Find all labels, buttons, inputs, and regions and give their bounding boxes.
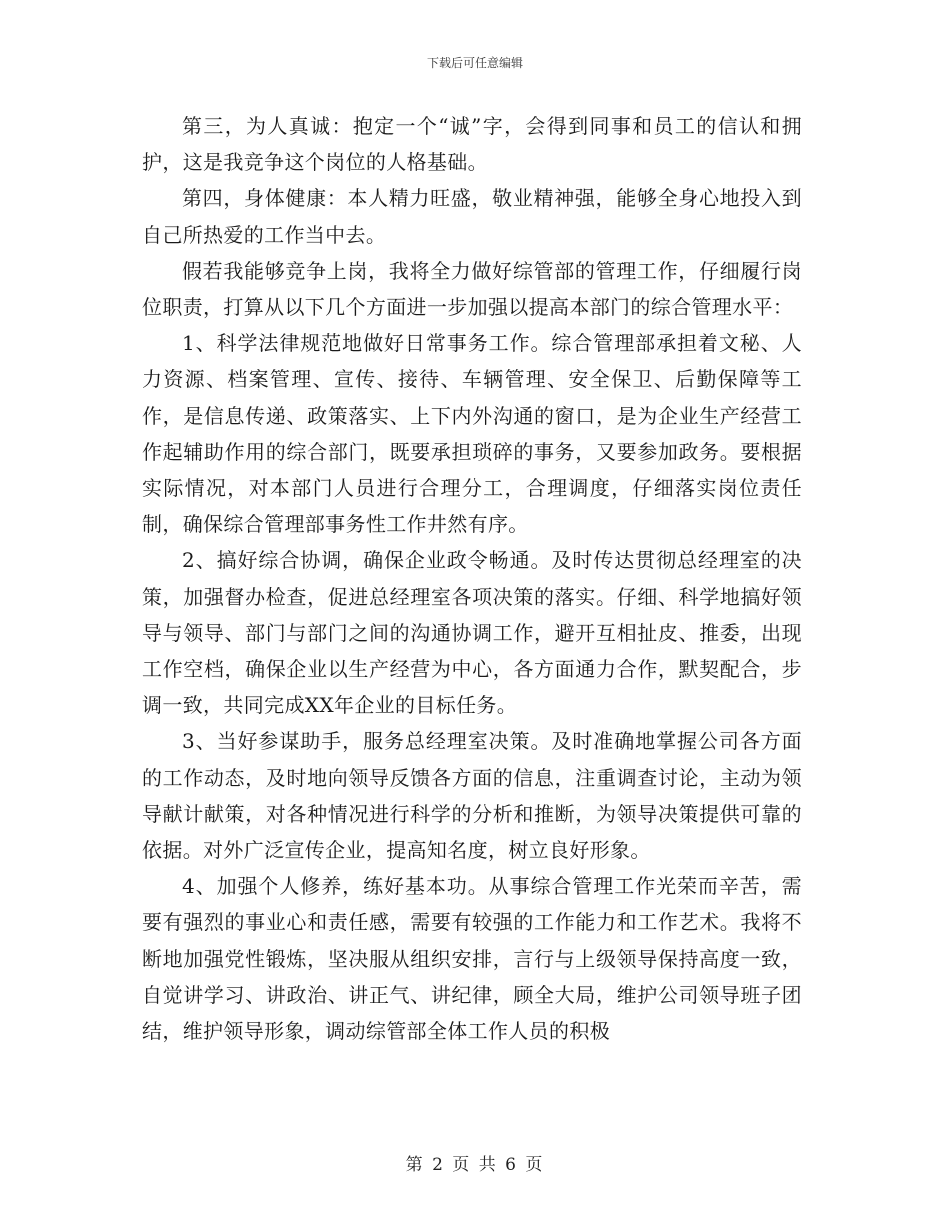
- paragraph-fourth-point: 第四，身体健康：本人精力旺盛，敬业精神强，能够全身心地投入到自己所热爱的工作当中去。: [142, 186, 802, 247]
- paragraph-item-3: 3、当好参谋助手，服务总经理室决策。及时准确地掌握公司各方面的工作动态，及时地向领导反馈各方面的信息，注重调查讨论，主动为领导献计献策，对各种情况进行科学的分析和推断，为领导决策提供可靠的依据。对外广泛宣传企业，提高知名度，树立良好形象。: [142, 729, 802, 863]
- body-text: [142, 108, 802, 1049]
- paragraph-item-2: 2、搞好综合协调，确保企业政令畅通。及时传达贯彻总经理室的决策，加强督办检查，促进总经理室各项决策的落实。仔细、科学地搞好领导与领导、部门与部门之间的沟通协调工作，避开互相扯皮、推委，出现工作空档，确保企业以生产经营为中心，各方面通力合作，默契配合，步调一致，共同完成XX年企业的目标任务。: [142, 548, 802, 718]
- page-number-footer: 第 2 页 共 6 页: [405, 1155, 545, 1175]
- paragraph-item-1: 1、科学法律规范地做好日常事务工作。综合管理部承担着文秘、人力资源、档案管理、宣传、接待、车辆管理、安全保卫、后勤保障等工作，是信息传递、政策落实、上下内外沟通的窗口，是为企业生产经营工作起辅助作用的综合部门，既要承担琐碎的事务，又要参加政务。要根据实际情况，对本部门人员进行合理分工，合理调度，仔细落实岗位责任制，确保综合管理部事务性工作井然有序。: [142, 331, 802, 537]
- header-note: 下载后可任意编辑: [426, 56, 523, 70]
- paragraph-item-4: 4、加强个人修养，练好基本功。从事综合管理工作光荣而辛苦，需要有强烈的事业心和责任感，需要有较强的工作能力和工作艺术。我将不断地加强党性锻炼，坚决服从组织安排，言行与上级领导保持高度一致，自觉讲学习、讲政治、讲正气、讲纪律，顾全大局，维护公司领导班子团结，维护领导形象，调动综管部全体工作人员的积极: [142, 874, 802, 1044]
- paragraph-plan-intro: 假若我能够竞争上岗，我将全力做好综管部的管理工作，仔细履行岗位职责，打算从以下几个方面进一步加强以提高本部门的综合管理水平：: [142, 258, 802, 320]
- paragraph-third-point: 第三，为人真诚：抱定一个“诚”字，会得到同事和员工的信认和拥护，这是我竞争这个岗位的人格基础。: [142, 114, 802, 175]
